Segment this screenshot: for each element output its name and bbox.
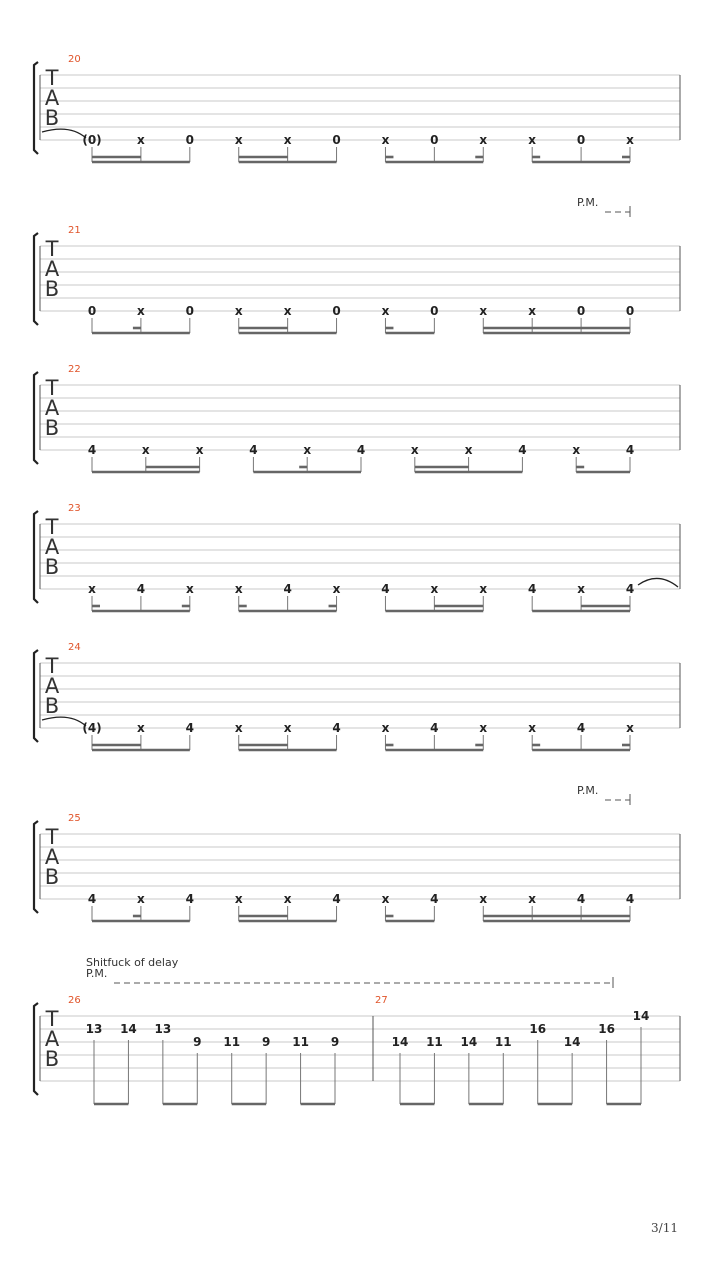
- palm-mute-label: P.M.: [86, 967, 108, 980]
- fret-note: 14: [632, 1009, 650, 1023]
- fret-note: x: [381, 892, 390, 906]
- fret-note: x: [381, 133, 390, 147]
- tab-clef-letter: T: [45, 237, 59, 261]
- measure-number: 21: [68, 225, 81, 236]
- fret-note: x: [528, 892, 537, 906]
- fret-note: 4: [332, 892, 341, 906]
- fret-note: 9: [330, 1035, 340, 1049]
- fret-note: 16: [529, 1022, 547, 1036]
- fret-note: x: [283, 721, 292, 735]
- fret-note: 11: [292, 1035, 309, 1049]
- system-bracket: [34, 821, 38, 913]
- fret-note: x: [234, 582, 243, 596]
- fret-note: 0: [576, 133, 586, 147]
- tab-system: [34, 364, 680, 472]
- system-bracket: [34, 511, 38, 603]
- fret-note: x: [137, 133, 145, 147]
- fret-note: x: [430, 582, 439, 596]
- fret-note: 0: [576, 304, 586, 318]
- fret-note: 4: [576, 721, 586, 735]
- fret-note: 4: [528, 582, 537, 596]
- fret-note: x: [283, 304, 292, 318]
- palm-mute-label: P.M.: [577, 784, 599, 797]
- system-bracket: [34, 233, 38, 325]
- fret-note: x: [381, 721, 390, 735]
- fret-note: x: [88, 582, 96, 596]
- tab-clef-letter: A: [44, 86, 60, 110]
- tab-clef-letter: B: [44, 555, 60, 579]
- fret-note: 11: [223, 1035, 241, 1049]
- fret-note: x: [464, 443, 473, 457]
- palm-mute-label: P.M.: [577, 196, 599, 209]
- tab-clef-letter: B: [44, 1047, 60, 1071]
- system-bracket: [34, 650, 38, 742]
- fret-note: 0: [332, 304, 341, 318]
- fret-note: x: [528, 304, 537, 318]
- fret-note: 9: [261, 1035, 271, 1049]
- fret-note: 9: [193, 1035, 202, 1049]
- fret-note: 4: [381, 582, 390, 596]
- measure-number: 26: [68, 995, 81, 1006]
- fret-note: 4: [185, 721, 194, 735]
- measure-number: 27: [375, 995, 388, 1006]
- tie-arc: [638, 578, 678, 587]
- tab-clef-letter: A: [44, 535, 60, 559]
- fret-note: x: [137, 304, 145, 318]
- fret-note: x: [234, 892, 243, 906]
- fret-note: 4: [87, 892, 97, 906]
- fret-note: 14: [563, 1035, 581, 1049]
- fret-note: x: [137, 721, 145, 735]
- fret-note: x: [410, 443, 419, 457]
- fret-note: 4: [576, 892, 586, 906]
- tab-clef-letter: T: [45, 654, 59, 678]
- system-bracket: [34, 372, 38, 464]
- fret-note: x: [303, 443, 312, 457]
- fret-note: x: [479, 582, 488, 596]
- fret-note: x: [234, 721, 243, 735]
- fret-note: 4: [625, 443, 635, 457]
- tab-clef-letter: A: [44, 1027, 60, 1051]
- fret-note: 14: [391, 1035, 409, 1049]
- fret-note: x: [137, 892, 145, 906]
- fret-note: 4: [283, 582, 292, 596]
- tab-system: [34, 196, 680, 333]
- tab-clef-letter: A: [44, 845, 60, 869]
- tab-clef-letter: T: [45, 825, 59, 849]
- fret-note: 4: [136, 582, 146, 596]
- fret-note: 4: [87, 443, 97, 457]
- fret-note: 4: [249, 443, 258, 457]
- fret-note: 13: [154, 1022, 172, 1036]
- fret-note: x: [528, 721, 537, 735]
- tab-clef-letter: T: [45, 376, 59, 400]
- tab-clef-letter: A: [44, 396, 60, 420]
- tab-clef-letter: B: [44, 865, 60, 889]
- tab-clef-letter: B: [44, 277, 60, 301]
- tab-clef-letter: T: [45, 515, 59, 539]
- fret-note: x: [479, 721, 488, 735]
- fret-note: x: [479, 892, 488, 906]
- fret-note: 4: [625, 582, 635, 596]
- fret-note: 4: [518, 443, 527, 457]
- tab-clef-letter: A: [44, 257, 60, 281]
- tie-arc: [42, 717, 86, 726]
- fret-note: x: [528, 133, 537, 147]
- measure-number: 20: [68, 54, 81, 65]
- fret-note: 14: [460, 1035, 478, 1049]
- fret-note: 0: [430, 133, 439, 147]
- tab-clef-letter: B: [44, 416, 60, 440]
- fret-note: 4: [185, 892, 194, 906]
- fret-note: 0: [87, 304, 97, 318]
- tab-system: [34, 503, 680, 611]
- tab-clef-letter: B: [44, 694, 60, 718]
- tab-system: [34, 956, 680, 1104]
- fret-note: 0: [185, 133, 194, 147]
- fret-note: 11: [494, 1035, 512, 1049]
- fret-note: x: [234, 304, 243, 318]
- fret-note: x: [332, 582, 341, 596]
- fret-note: x: [234, 133, 243, 147]
- tie-arc: [42, 129, 86, 138]
- fret-note: x: [141, 443, 150, 457]
- fret-note: x: [195, 443, 204, 457]
- fret-note: (4): [82, 721, 102, 735]
- tab-clef-letter: A: [44, 674, 60, 698]
- fret-note: x: [283, 892, 292, 906]
- fret-note: x: [626, 133, 634, 147]
- fret-note: 4: [625, 892, 635, 906]
- fret-note: 11: [426, 1035, 443, 1049]
- fret-note: 0: [430, 304, 439, 318]
- fret-note: x: [283, 133, 292, 147]
- system-bracket: [34, 62, 38, 154]
- fret-note: 16: [598, 1022, 615, 1036]
- measure-number: 23: [68, 503, 81, 514]
- fret-note: 4: [430, 721, 439, 735]
- tab-system: [34, 54, 680, 162]
- fret-note: 0: [185, 304, 194, 318]
- page-number: 3/11: [651, 1221, 678, 1235]
- measure-number: 25: [68, 813, 81, 824]
- fret-note: 4: [332, 721, 341, 735]
- tab-clef-letter: B: [44, 106, 60, 130]
- tab-system: [34, 784, 680, 921]
- fret-note: 13: [85, 1022, 103, 1036]
- fret-note: x: [185, 582, 194, 596]
- annotation-text: Shitfuck of delay: [86, 956, 179, 969]
- fret-note: (0): [82, 133, 102, 147]
- tab-system: [34, 642, 680, 750]
- system-bracket: [34, 1003, 38, 1095]
- measure-number: 22: [68, 364, 81, 375]
- fret-note: x: [479, 133, 488, 147]
- fret-note: x: [572, 443, 581, 457]
- tab-clef-letter: T: [45, 1007, 59, 1031]
- fret-note: 4: [356, 443, 366, 457]
- fret-note: 0: [332, 133, 341, 147]
- fret-note: x: [479, 304, 488, 318]
- fret-note: x: [626, 721, 634, 735]
- tab-clef-letter: T: [45, 66, 59, 90]
- fret-note: 0: [625, 304, 635, 318]
- fret-note: 14: [120, 1022, 137, 1036]
- fret-note: 4: [430, 892, 439, 906]
- fret-note: x: [381, 304, 390, 318]
- measure-number: 24: [68, 642, 81, 653]
- fret-note: x: [577, 582, 585, 596]
